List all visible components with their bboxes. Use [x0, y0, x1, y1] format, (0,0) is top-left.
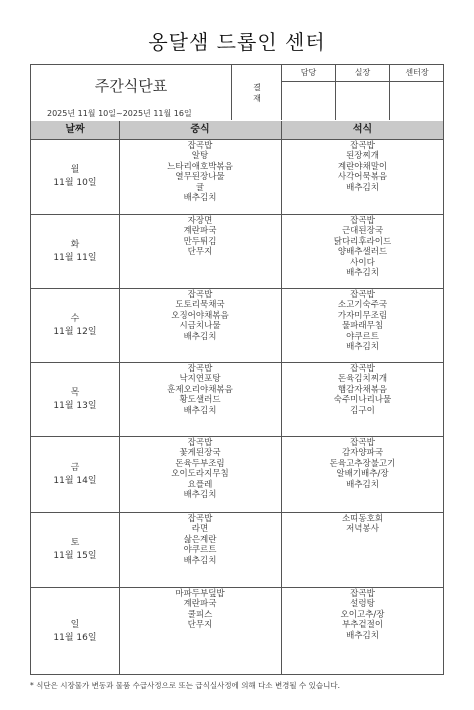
table-title: 주간식단표 — [94, 77, 168, 95]
sign-box-staff — [281, 65, 335, 120]
menu-item: 양배추샐러드 — [337, 247, 388, 258]
date: 11월 14일 — [53, 475, 97, 486]
weekday: 일 — [70, 619, 80, 630]
approval-label — [231, 65, 282, 120]
lunch-menu — [119, 290, 281, 342]
menu-item: 햄감자채볶음 — [337, 384, 388, 395]
menu-item: 도토리묵채국 — [175, 300, 225, 311]
menu-item: 잡곡밥 — [187, 141, 213, 151]
lunch-menu — [119, 141, 281, 203]
dinner-menu — [281, 290, 444, 352]
menu-item: 된장찌개 — [346, 151, 379, 162]
menu-item: 야쿠르트 — [346, 331, 379, 342]
day-cell — [31, 363, 119, 436]
day-cell — [31, 215, 119, 288]
lunch-menu — [119, 589, 281, 631]
approval-text: 결 재 — [253, 82, 261, 103]
weekday: 목 — [70, 387, 80, 398]
weekday: 토 — [70, 538, 80, 548]
weekday: 월 — [70, 165, 80, 175]
menu-item: 잡곡밥 — [350, 589, 375, 599]
menu-item: 배추김치 — [183, 331, 217, 342]
dinner-menu — [281, 589, 444, 641]
footnote: * 식단은 시장물가 변동과 물품 수급사정으로 또는 급식실사정에 의해 다소 변경될 수 있습니다. — [30, 681, 341, 690]
menu-item: 배추김치 — [183, 193, 217, 204]
menu-item: 숙주미나리나물 — [333, 395, 392, 406]
menu-item: 오이도라지무침 — [171, 469, 229, 480]
menu-item: 잡곡밥 — [187, 364, 213, 374]
day-row — [31, 215, 443, 289]
menu-item: 돈육두부조림 — [175, 458, 225, 469]
sign-boxes — [281, 65, 444, 120]
menu-item: 잡곡밥 — [350, 216, 375, 226]
menu-item: 감자양파국 — [341, 448, 384, 459]
menu-item: 황도샐러드 — [179, 395, 221, 406]
menu-table — [30, 64, 444, 675]
menu-item: 알탕 — [191, 151, 209, 162]
menu-item: 꽃게된장국 — [179, 448, 221, 459]
menu-item: 열무된장나물 — [175, 172, 225, 183]
menu-item: 사각어묵볶음 — [337, 172, 388, 183]
day-row — [31, 140, 443, 215]
menu-item: 돈육김치찌개 — [337, 374, 388, 385]
menu-item: 잡곡밥 — [350, 290, 375, 300]
menu-item: 낙지연포탕 — [179, 374, 221, 385]
dinner-menu — [281, 364, 444, 416]
menu-item: 계란야채말이 — [337, 161, 388, 172]
menu-item: 느타리애호박볶음 — [167, 161, 233, 172]
menu-item: 오징어야채볶음 — [171, 310, 229, 321]
column-header-dinner: 석식 — [352, 124, 373, 135]
menu-item: 물파래무침 — [341, 321, 384, 332]
menu-item: 계란파국 — [183, 599, 217, 610]
menu-item: 잡곡밥 — [187, 290, 213, 300]
menu-item: 단무지 — [187, 620, 213, 631]
menu-item: 시금치나물 — [179, 321, 221, 332]
menu-item: 소고기숙주국 — [337, 300, 388, 311]
menu-item: 계란파국 — [183, 226, 217, 237]
column-header-row — [31, 121, 443, 140]
date: 11월 10일 — [53, 178, 97, 188]
day-row — [31, 437, 443, 513]
menu-item: 배추김치 — [346, 268, 379, 279]
menu-item: 배추김치 — [346, 342, 379, 353]
day-row — [31, 513, 443, 588]
day-row — [31, 588, 443, 675]
menu-item: 라면 — [191, 524, 209, 535]
dinner-menu — [281, 438, 444, 490]
sign-box-manager — [335, 65, 389, 120]
sign-label: 담당 — [282, 65, 335, 82]
lunch-menu — [119, 514, 281, 566]
menu-item: 배추김치 — [183, 405, 217, 416]
menu-item: 오이고추/장 — [340, 609, 385, 620]
sign-label: 실장 — [336, 65, 389, 82]
menu-item: 요플레 — [187, 479, 213, 490]
dinner-menu — [281, 141, 444, 193]
day-cell — [31, 588, 119, 675]
lunch-menu — [119, 216, 281, 258]
dinner-menu — [281, 514, 444, 535]
menu-item: 배추김치 — [346, 182, 379, 193]
menu-item: 김구이 — [350, 405, 375, 416]
menu-item: 만두튀김 — [183, 236, 217, 247]
menu-item: 잡곡밥 — [187, 438, 213, 448]
date-range: 2025년 11월 10일~2025년 11월 16일 — [47, 109, 192, 118]
weekday: 수 — [70, 313, 80, 324]
column-header-lunch: 중식 — [190, 124, 210, 135]
menu-item: 가자미무조림 — [337, 310, 388, 321]
lunch-menu — [119, 438, 281, 500]
menu-item: 마파두부덮밥 — [175, 589, 225, 599]
menu-item: 돈육고추장불고기 — [329, 458, 396, 469]
menu-item: 야쿠르트 — [183, 545, 217, 556]
sign-box-director — [389, 65, 444, 120]
day-row — [31, 363, 443, 437]
menu-item: 귤 — [195, 182, 205, 193]
menu-item: 배추김치 — [183, 555, 217, 566]
menu-item: 삶은계란 — [183, 534, 217, 545]
weekday: 화 — [70, 239, 80, 250]
day-cell — [31, 140, 119, 214]
menu-item: 잡곡밥 — [350, 141, 375, 151]
column-header-date: 날짜 — [65, 124, 85, 135]
menu-item: 저녁봉사 — [346, 524, 379, 535]
date: 11월 12일 — [53, 326, 97, 337]
menu-item: 훈제오리야채볶음 — [167, 384, 233, 395]
day-cell — [31, 513, 119, 587]
lunch-menu — [119, 364, 281, 416]
menu-item: 단무지 — [187, 247, 213, 258]
menu-item: 잡곡밥 — [187, 514, 213, 524]
menu-item: 알배기배추/장 — [336, 469, 389, 480]
date: 11월 13일 — [53, 400, 97, 411]
dinner-menu — [281, 216, 444, 278]
date: 11월 16일 — [53, 632, 97, 643]
menu-item: 배추김치 — [346, 630, 379, 641]
day-cell — [31, 289, 119, 362]
menu-item: 배추김치 — [183, 490, 217, 501]
day-cell — [31, 437, 119, 512]
page-title: 옹달샘 드롭인 센터 — [148, 30, 326, 54]
menu-item: 근대된장국 — [341, 226, 384, 237]
menu-item: 소띠동호회 — [341, 514, 384, 524]
date: 11월 15일 — [53, 551, 97, 561]
menu-item: 잡곡밥 — [350, 438, 375, 448]
menu-item: 설렁탕 — [350, 599, 375, 610]
menu-item: 자장면 — [187, 216, 213, 226]
day-row — [31, 289, 443, 363]
weekday: 금 — [70, 462, 80, 473]
menu-item: 부추겉절이 — [341, 620, 384, 631]
table-header — [31, 65, 443, 122]
sign-label: 센터장 — [390, 65, 444, 82]
menu-item: 쿨피스 — [187, 609, 213, 620]
menu-item: 닭다리후라이드 — [333, 236, 392, 247]
menu-item: 사이다 — [350, 257, 375, 268]
menu-item: 잡곡밥 — [350, 364, 375, 374]
date: 11월 11일 — [53, 252, 97, 263]
menu-item: 배추김치 — [346, 479, 379, 490]
